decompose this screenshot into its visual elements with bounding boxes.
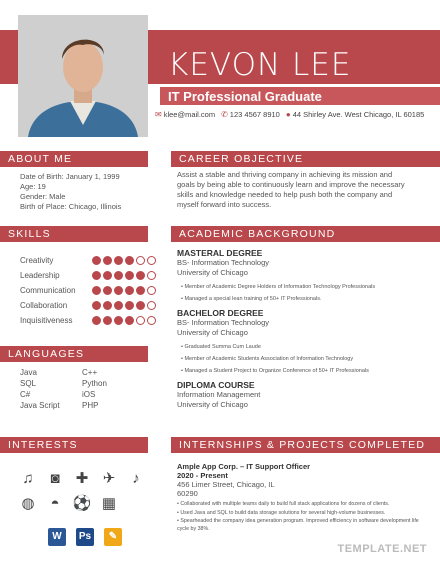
- degree-entry: [177, 308, 417, 375]
- apps-row: [48, 528, 122, 546]
- internships-heading: INTERNSHIPS & PROJECTS COMPLETED: [171, 437, 440, 453]
- internship-bullet: • Used Java and SQL to build data storage solutions for several high-volume businesses.: [177, 509, 386, 516]
- rating-dot: [92, 316, 101, 325]
- skill-rating: [92, 316, 156, 325]
- word-icon: W: [48, 528, 66, 546]
- skill-name: Leadership: [20, 271, 60, 280]
- rating-dot: [114, 301, 123, 310]
- degree-line: University of Chicago: [177, 327, 248, 337]
- degree-title: MASTERAL DEGREE: [177, 248, 263, 258]
- skill-row: [20, 313, 160, 328]
- rating-dot: [147, 256, 156, 265]
- degree-entry: [177, 380, 417, 409]
- academic-section: [177, 248, 417, 414]
- degree-bullet: • Member of Academic Students Association of Information Technology: [181, 356, 354, 362]
- candidate-name: KEVON LEE: [168, 47, 352, 83]
- phone-icon: ✆: [221, 110, 228, 119]
- degree-bullet: • Member of Academic Degree Holders of Information Technology Professionals: [181, 284, 376, 290]
- photoshop-icon: Ps: [76, 528, 94, 546]
- degree-line: Information Management: [177, 390, 261, 399]
- rating-dot: [114, 316, 123, 325]
- rating-dot: [147, 316, 156, 325]
- football-icon: ◓: [50, 495, 60, 512]
- skill-name: Collaboration: [20, 301, 68, 310]
- career-text: Assist a stable and thriving company in achieving its mission and goals by being able to continuously learn and improve the necessary skills and knowledge needed to help push both the company and myself forward into success.: [177, 170, 405, 209]
- language-item: Python: [82, 379, 107, 388]
- degree-entry: [177, 248, 417, 303]
- rating-dot: [103, 271, 112, 280]
- rating-dot: [125, 256, 134, 265]
- skill-row: [20, 283, 160, 298]
- interests-icons: [18, 470, 148, 513]
- contact-info: [155, 110, 424, 119]
- rating-dot: [103, 316, 112, 325]
- about-line: Age: 19: [20, 182, 46, 191]
- watermark: TEMPLATE.NET: [337, 543, 427, 555]
- skill-row: [20, 253, 160, 268]
- skill-name: Inquisitiveness: [20, 316, 73, 325]
- about-line: Birth of Place: Chicago, Illinois: [20, 202, 122, 211]
- map-icon: ▦: [101, 495, 117, 512]
- skill-rating: [92, 286, 156, 295]
- internship-entry: [177, 462, 427, 533]
- rating-dot: [147, 271, 156, 280]
- gamepad-icon: ✚: [75, 470, 89, 487]
- degree-title: DIPLOMA COURSE: [177, 380, 255, 390]
- rating-dot: [136, 316, 145, 325]
- phone-item: ✆ 123 4567 8910: [221, 110, 280, 119]
- about-line: Gender: Male: [20, 192, 66, 201]
- about-section: [20, 172, 121, 212]
- language-item: PHP: [82, 401, 99, 410]
- skill-row: [20, 298, 160, 313]
- internship-period: 2020 - Present: [177, 471, 228, 480]
- email-item: ✉ klee@mail.com: [155, 110, 216, 119]
- rating-dot: [114, 271, 123, 280]
- skill-row: [20, 268, 160, 283]
- degree-line: University of Chicago: [177, 399, 248, 409]
- email-icon: ✉: [155, 110, 162, 119]
- rating-dot: [125, 271, 134, 280]
- rating-dot: [103, 301, 112, 310]
- languages-heading: LANGUAGES: [0, 346, 148, 362]
- skills-list: [20, 253, 160, 328]
- internship-bullet: • Spearheaded the company idea generation program. Improved efficiency in software development life cycle by 38%.: [177, 518, 419, 532]
- camera-icon: ◙: [50, 470, 60, 487]
- language-item: iOS: [82, 390, 96, 399]
- language-item: Java: [20, 368, 37, 377]
- skill-name: Creativity: [20, 256, 54, 265]
- about-heading: ABOUT ME: [0, 151, 148, 167]
- sketch-icon: ✎: [104, 528, 122, 546]
- basketball-icon: ◍: [21, 495, 35, 512]
- rating-dot: [125, 286, 134, 295]
- degree-line: BS- Information Technology: [177, 258, 269, 267]
- rating-dot: [103, 286, 112, 295]
- rating-dot: [92, 286, 101, 295]
- rating-dot: [136, 286, 145, 295]
- rating-dot: [114, 256, 123, 265]
- skill-name: Communication: [20, 286, 76, 295]
- interests-heading: INTERESTS: [0, 437, 148, 453]
- degree-bullet: • Managed a special lean training of 50+ IT Professionals.: [181, 296, 322, 302]
- rating-dot: [92, 271, 101, 280]
- rating-dot: [147, 286, 156, 295]
- languages-list: [20, 368, 142, 410]
- about-line: Date of Birth: January 1, 1999: [20, 172, 120, 181]
- profile-photo: [18, 15, 148, 137]
- rating-dot: [136, 271, 145, 280]
- rating-dot: [92, 301, 101, 310]
- address-item: ● 44 Shirley Ave. West Chicago, IL 60185: [285, 110, 425, 119]
- rating-dot: [114, 286, 123, 295]
- rating-dot: [125, 316, 134, 325]
- internship-address: 456 Limer Street, Chicago, IL: [177, 480, 275, 489]
- career-heading: CAREER OBJECTIVE: [171, 151, 440, 167]
- plane-icon: ✈: [102, 470, 116, 487]
- location-icon: ●: [285, 110, 291, 119]
- soccer-icon: ⚽: [72, 495, 92, 512]
- language-item: C#: [20, 390, 31, 399]
- internship-zip: 60290: [177, 489, 198, 498]
- degree-bullet: • Managed a Student Project to Organize Conference of 50+ IT Professionals: [181, 368, 369, 374]
- degree-title: BACHELOR DEGREE: [177, 308, 264, 318]
- rating-dot: [147, 301, 156, 310]
- language-item: SQL: [20, 379, 37, 388]
- degree-bullet: • Graduated Summa Cum Laude: [181, 344, 261, 350]
- rating-dot: [92, 256, 101, 265]
- rating-dot: [136, 301, 145, 310]
- skill-rating: [92, 301, 156, 310]
- skill-rating: [92, 256, 156, 265]
- microphone-icon: ♪: [132, 470, 140, 487]
- rating-dot: [125, 301, 134, 310]
- headphones-icon: ♫: [22, 470, 34, 487]
- language-item: C++: [82, 368, 98, 377]
- candidate-title: IT Professional Graduate: [168, 89, 322, 104]
- internship-company: Ample App Corp. – IT Support Officer: [177, 462, 311, 471]
- rating-dot: [136, 256, 145, 265]
- degree-line: University of Chicago: [177, 267, 248, 277]
- academic-heading: ACADEMIC BACKGROUND: [171, 226, 440, 242]
- internship-bullet: • Collaborated with multiple teams daily to build full stack applications for dozens of clients.: [177, 501, 390, 507]
- degree-line: BS- Information Technology: [177, 318, 269, 327]
- skill-rating: [92, 271, 156, 280]
- skills-heading: SKILLS: [0, 226, 148, 242]
- language-item: Java Script: [20, 401, 60, 410]
- rating-dot: [103, 256, 112, 265]
